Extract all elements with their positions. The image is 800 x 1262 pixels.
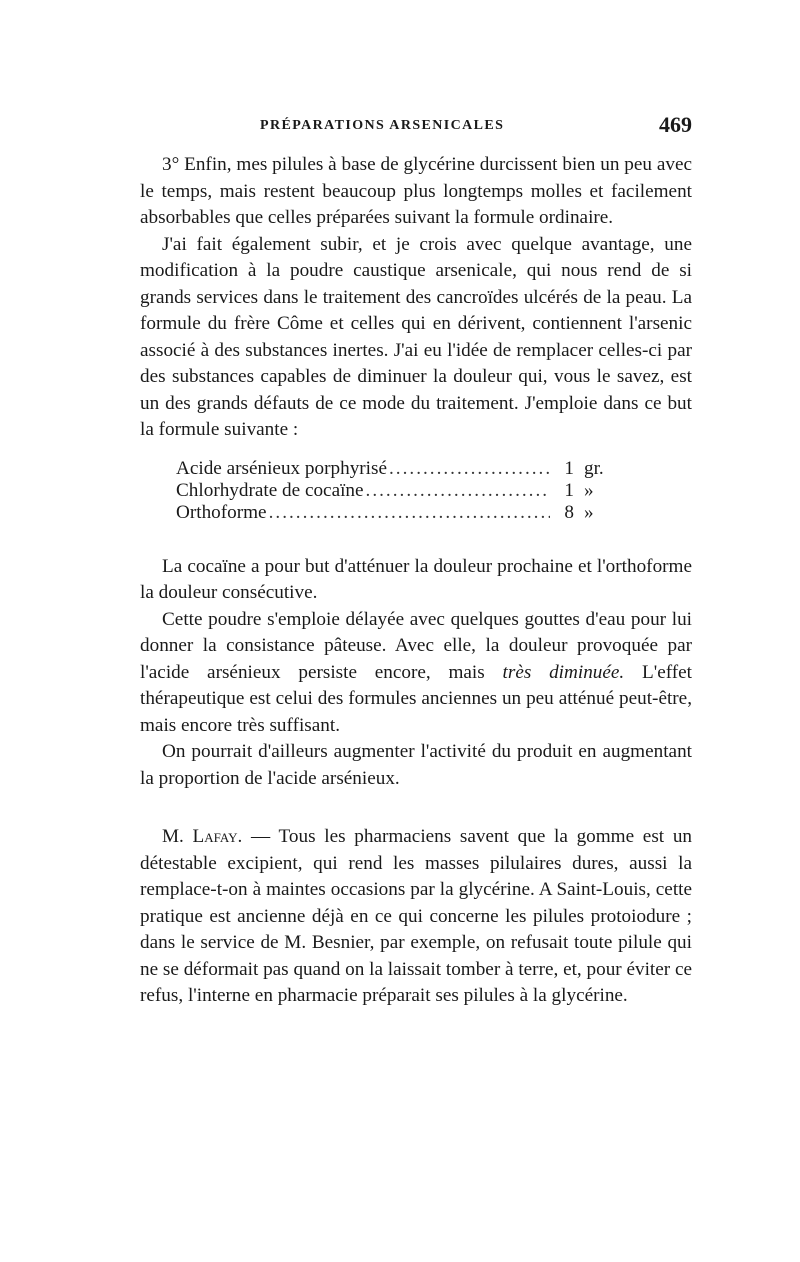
paragraph-text: L'effet thérapeutique est celui des formules anciennes un peu atténué peut-être, mais encore très suffisant. xyxy=(140,661,692,736)
paragraph-text: Cette poudre s'emploie délayée avec quelques gouttes d'eau pour lui donner la consistance pâteuse. Avec elle, la douleur provoquée par l'acide arsénieux persiste encore, mais xyxy=(140,608,692,683)
leader-dots xyxy=(389,458,550,480)
paragraph-text: — Tous les pharmaciens savent que la gomme est un détestable excipient, qui rend les masses pilulaires dures, aussi la remplace-t-on à maintes occasions par la glycérine. A Saint-Louis, cette pratique est ancienne déjà en ce qui concerne les pilules protoiodure ; dans le service de M. Besnier, par exemple, on refusait toute pilule qui ne se déformait pas quand on la laissait tomber à terre, et, pour éviter ce refus, l'interne en pharmacie préparait ses pilules à la glycérine. xyxy=(140,826,693,1006)
paragraph-lafay-remark xyxy=(140,824,692,1010)
formula-quantity: 1 xyxy=(564,479,574,501)
formula-unit: gr. xyxy=(584,457,604,479)
formula-ingredient: Chlorhydrate de cocaïne xyxy=(176,479,364,501)
leader-dots xyxy=(269,502,550,524)
paragraph-cocaine-purpose: La cocaïne a pour but d'atténuer la douleur prochaine et l'orthoforme la douleur consécutive. xyxy=(140,555,692,603)
paragraph-caustic-powder: J'ai fait également subir, et je crois avec quelque avantage, une modification à la poudre caustique arsenicale, qui nous rend de si grands services dans le traitement des cancroïdes ulcérés de la peau. La formule du frère Côme et celles qui en dérivent, contiennent l'arsenic associé à des substances inertes. J'ai eu l'idée de remplacer celles-ci par des substances capables de diminuer la douleur qui, vous le savez, est un des grands défauts de ce mode du traitement. J'emploie dans ce but la formule suivante : xyxy=(140,233,692,440)
formula-row xyxy=(176,502,628,524)
formula-ingredient: Orthoforme xyxy=(176,501,267,523)
paragraph-usage xyxy=(140,607,692,740)
page-body xyxy=(140,152,692,1010)
formula-table xyxy=(176,458,628,524)
formula-ingredient: Acide arsénieux porphyrisé xyxy=(176,457,387,479)
spacer xyxy=(140,524,692,554)
leader-dots xyxy=(366,480,550,502)
page-header xyxy=(140,112,692,142)
formula-unit: » xyxy=(584,479,594,501)
formula-quantity: 8 xyxy=(564,501,574,523)
page-number: 469 xyxy=(659,112,692,137)
speaker-name: M. Lafay. xyxy=(162,826,243,847)
emphasis-text: très diminuée. xyxy=(502,661,625,683)
running-title: PRÉPARATIONS ARSENICALES xyxy=(260,118,505,133)
spacer xyxy=(140,792,692,824)
formula-unit: » xyxy=(584,501,594,523)
paragraph-increase-activity: On pourrait d'ailleurs augmenter l'activité du produit en augmentant la proportion de l'acide arsénieux. xyxy=(140,741,692,789)
formula-row xyxy=(176,480,628,502)
paragraph-pill-hardening: 3° Enfin, mes pilules à base de glycérine durcissent bien un peu avec le temps, mais restent beaucoup plus longtemps molles et facilement absorbables que celles préparées suivant la formule ordinaire. xyxy=(140,154,692,228)
formula-quantity: 1 xyxy=(564,457,574,479)
formula-row xyxy=(176,458,628,480)
